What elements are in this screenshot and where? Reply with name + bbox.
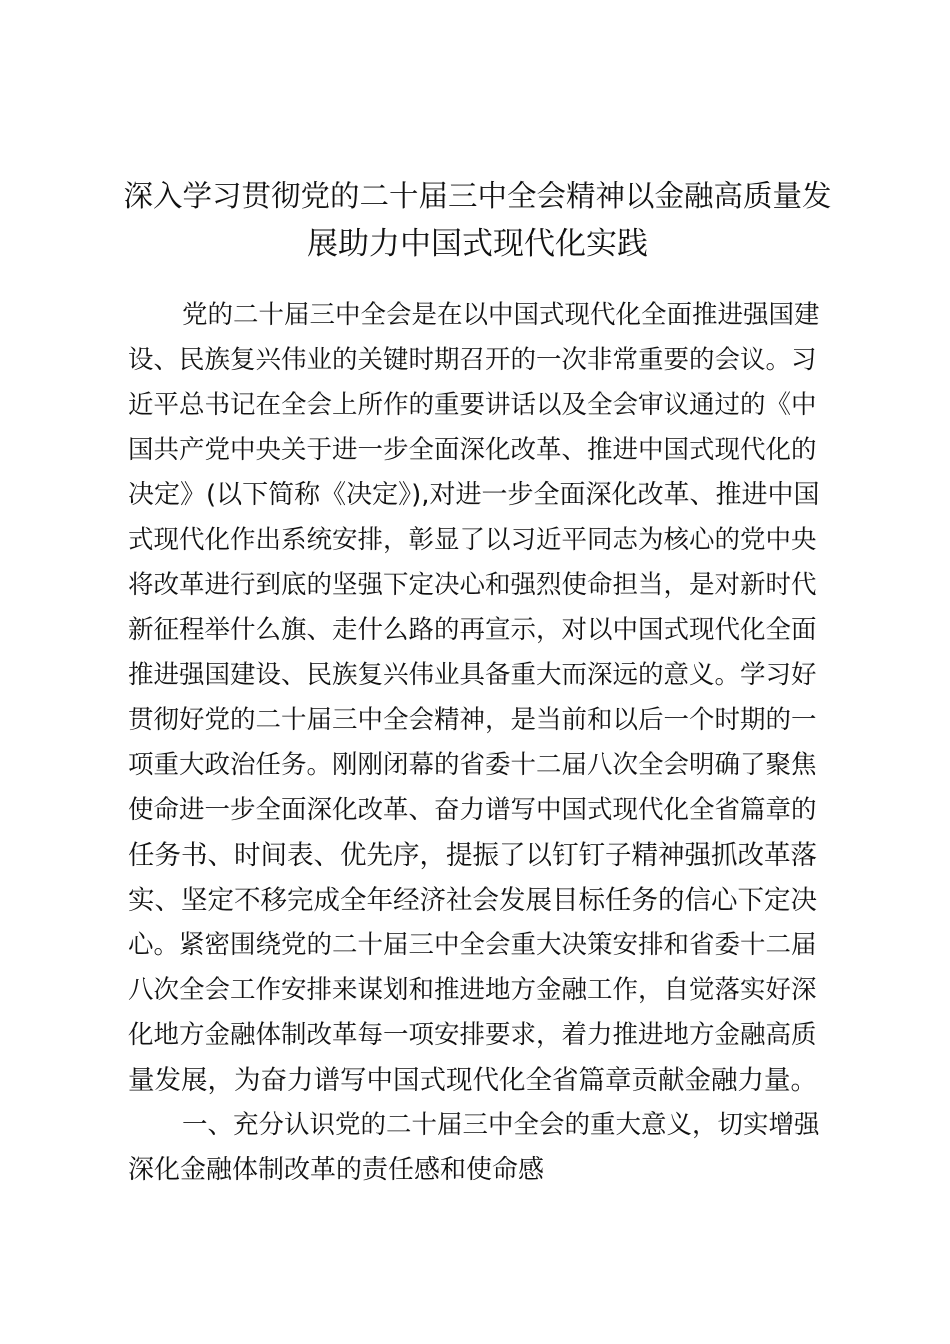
paragraph-line: 量发展，为奋力谱写中国式现代化全省篇章贡献金融力量。: [128, 1065, 817, 1096]
paragraph-1: [128, 293, 828, 1103]
paragraph-line: 将改革进行到底的坚强下定决心和强烈使命担当，是对新时代: [128, 570, 817, 600]
section-1-heading: [128, 1103, 828, 1193]
title-line-2: 展助力中国式现代化实践: [307, 226, 648, 262]
paragraph-line: 式现代化作出系统安排，彰显了以习近平同志为核心的党中央: [128, 525, 817, 555]
paragraph-line: 任务书、时间表、优先序，提振了以钉钉子精神强抓改革落: [128, 840, 817, 871]
paragraph-line: 使命进一步全面深化改革、奋力谱写中国式现代化全省篇章的: [128, 795, 817, 825]
section-heading-line: 深化金融体制改革的责任感和使命感: [128, 1155, 545, 1185]
paragraph-line: 实、坚定不移完成全年经济社会发展目标任务的信心下定决: [128, 885, 817, 916]
paragraph-line: 决定》(以下简称《决定》),对进一步全面深化改革、推进中国: [128, 480, 820, 510]
paragraph-line: 心。紧密围绕党的二十届三中全会重大决策安排和省委十二届: [128, 930, 817, 960]
paragraph-line: 近平总书记在全会上所作的重要讲话以及全会审议通过的《中: [128, 390, 817, 420]
section-heading-line: 一、充分认识党的二十届三中全会的重大意义，切实增强: [182, 1110, 820, 1140]
document-title: [120, 172, 835, 268]
paragraph-line: 设、民族复兴伟业的关键时期召开的一次非常重要的会议。习: [128, 345, 817, 375]
document-body: [128, 293, 828, 1193]
paragraph-line: 推进强国建设、民族复兴伟业具备重大而深远的意义。学习好: [128, 660, 817, 690]
title-line-1: 深入学习贯彻党的二十届三中全会精神以金融高质量发: [123, 179, 832, 213]
paragraph-line: 化地方金融体制改革每一项安排要求，着力推进地方金融高质: [128, 1020, 817, 1050]
paragraph-line: 八次全会工作安排来谋划和推进地方金融工作，自觉落实好深: [128, 975, 817, 1005]
paragraph-line: 国共产党中央关于进一步全面深化改革、推进中国式现代化的: [128, 435, 817, 465]
paragraph-line: 贯彻好党的二十届三中全会精神，是当前和以后一个时期的一: [128, 705, 817, 735]
paragraph-line: 新征程举什么旗、走什么路的再宣示，对以中国式现代化全面: [128, 615, 817, 645]
paragraph-line: 项重大政治任务。刚刚闭幕的省委十二届八次全会明确了聚焦: [128, 750, 817, 780]
paragraph-line: 党的二十届三中全会是在以中国式现代化全面推进强国建: [182, 300, 820, 330]
